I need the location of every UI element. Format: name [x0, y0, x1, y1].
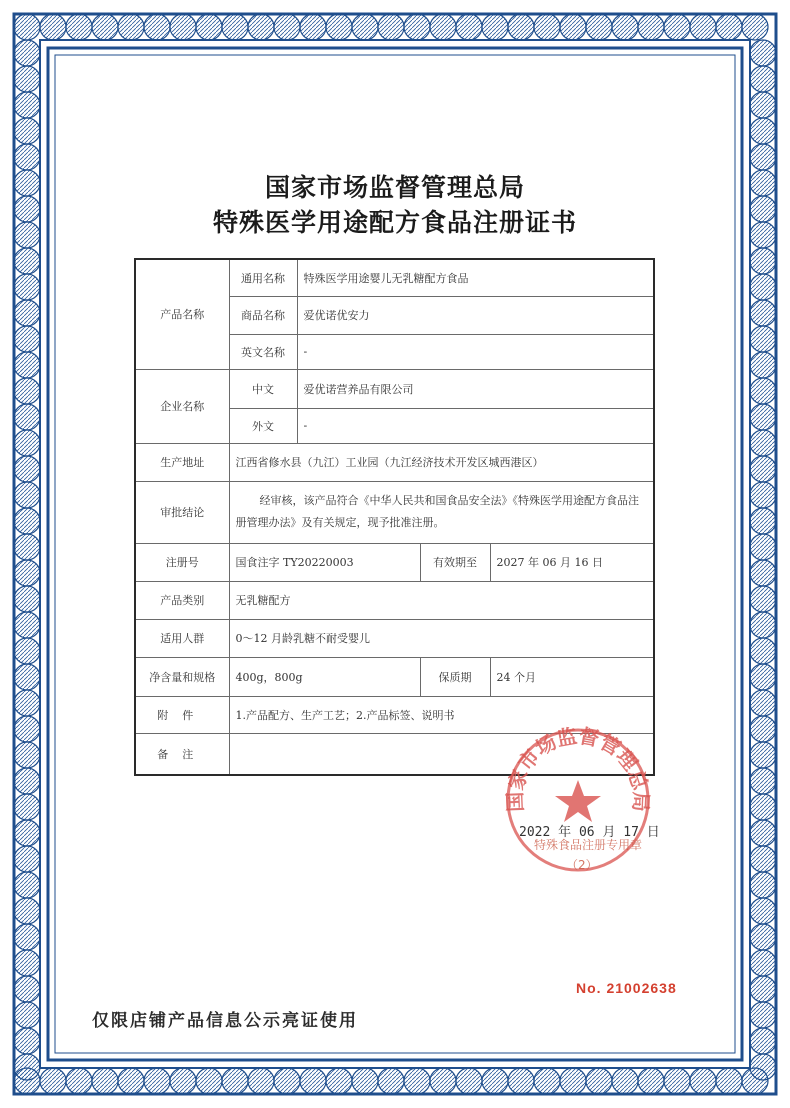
- border-scallop: [14, 274, 40, 300]
- border-scallop: [750, 274, 776, 300]
- border-scallop: [40, 1068, 66, 1094]
- border-scallop: [750, 378, 776, 404]
- seal-chop-text: 特殊食品注册专用章: [534, 838, 643, 852]
- border-scallop: [326, 1068, 352, 1094]
- border-scallop: [14, 638, 40, 664]
- border-scallop: [664, 1068, 690, 1094]
- border-scallop: [118, 14, 144, 40]
- border-scallop: [14, 404, 40, 430]
- border-scallop: [750, 66, 776, 92]
- generic-name-label: 通用名称: [229, 259, 297, 296]
- border-scallop: [352, 14, 378, 40]
- registration-no-label: 注册号: [135, 543, 229, 581]
- border-scallop: [534, 1068, 560, 1094]
- border-scallop: [750, 326, 776, 352]
- border-scallop: [750, 248, 776, 274]
- table-row: [135, 581, 654, 619]
- border-scallop: [750, 404, 776, 430]
- border-scallop: [638, 14, 664, 40]
- border-scallop: [14, 378, 40, 404]
- border-scallop: [378, 1068, 404, 1094]
- border-scallop: [14, 430, 40, 456]
- population-label: 适用人群: [135, 619, 229, 657]
- border-scallop: [14, 456, 40, 482]
- border-scallop: [750, 430, 776, 456]
- border-scallop: [300, 14, 326, 40]
- border-scallop: [586, 14, 612, 40]
- registration-table: [134, 258, 655, 776]
- spec-value: 400g，800g: [229, 657, 420, 696]
- border-scallop: [404, 1068, 430, 1094]
- border-scallop: [482, 1068, 508, 1094]
- border-scallop: [92, 14, 118, 40]
- border-scallop: [750, 118, 776, 144]
- border-scallop: [352, 1068, 378, 1094]
- border-scallop: [14, 118, 40, 144]
- company-foreign-value: -: [297, 408, 654, 443]
- border-scallop: [14, 144, 40, 170]
- border-scallop: [14, 66, 40, 92]
- english-name-label: 英文名称: [229, 334, 297, 369]
- border-scallop: [196, 1068, 222, 1094]
- product-name-label: 产品名称: [135, 259, 229, 369]
- valid-until-label: 有效期至: [420, 543, 490, 581]
- company-cn-value: 爱优诺营养品有限公司: [297, 369, 654, 408]
- brand-name-label: 商品名称: [229, 296, 297, 334]
- border-scallop: [430, 1068, 456, 1094]
- border-scallop: [742, 14, 768, 40]
- border-scallop: [144, 14, 170, 40]
- certificate-title: 特殊医学用途配方食品注册证书: [212, 208, 577, 237]
- border-scallop: [750, 846, 776, 872]
- border-scallop: [750, 456, 776, 482]
- table-row: [135, 443, 654, 481]
- border-scallop: [750, 768, 776, 794]
- border-scallop: [534, 14, 560, 40]
- border-scallop: [14, 768, 40, 794]
- border-scallop: [66, 14, 92, 40]
- border-scallop: [560, 14, 586, 40]
- border-scallop: [14, 534, 40, 560]
- border-scallop: [222, 1068, 248, 1094]
- border-scallop: [14, 794, 40, 820]
- border-scallop: [14, 352, 40, 378]
- border-scallop: [750, 144, 776, 170]
- border-scallop: [196, 14, 222, 40]
- watermark-footer: 仅限店铺产品信息公示亮证使用: [92, 1011, 358, 1031]
- border-scallop: [456, 14, 482, 40]
- border-scallop: [750, 40, 776, 66]
- spec-label: 净含量和规格: [135, 657, 229, 696]
- border-scallop: [14, 40, 40, 66]
- border-scallop: [456, 1068, 482, 1094]
- border-scallop: [750, 976, 776, 1002]
- border-scallop: [248, 14, 274, 40]
- border-scallop: [750, 482, 776, 508]
- table-row: [135, 619, 654, 657]
- valid-until-value: 2027 年 06 月 16 日: [490, 543, 654, 581]
- border-scallop: [750, 716, 776, 742]
- company-cn-label: 中文: [229, 369, 297, 408]
- border-scallop: [274, 1068, 300, 1094]
- conclusion-label: 审批结论: [135, 481, 229, 543]
- border-scallop: [638, 1068, 664, 1094]
- border-scallop: [14, 1054, 40, 1080]
- border-scallop: [750, 638, 776, 664]
- border-scallop: [14, 482, 40, 508]
- border-scallop: [750, 820, 776, 846]
- border-scallop: [750, 690, 776, 716]
- border-scallop: [404, 14, 430, 40]
- border-scallop: [690, 1068, 716, 1094]
- border-scallop: [560, 1068, 586, 1094]
- border-scallop: [750, 924, 776, 950]
- company-foreign-label: 外文: [229, 408, 297, 443]
- border-scallop: [14, 326, 40, 352]
- border-scallop: [14, 586, 40, 612]
- border-scallop: [508, 1068, 534, 1094]
- border-scallop: [690, 14, 716, 40]
- shelf-life-label: 保质期: [420, 657, 490, 696]
- star-icon: [555, 780, 601, 822]
- official-seal: [500, 722, 656, 878]
- border-scallop: [248, 1068, 274, 1094]
- border-scallop: [750, 1054, 776, 1080]
- border-scallop: [14, 898, 40, 924]
- company-label: 企业名称: [135, 369, 229, 443]
- border-scallop: [14, 508, 40, 534]
- border-scallop: [326, 14, 352, 40]
- address-label: 生产地址: [135, 443, 229, 481]
- border-scallop: [378, 14, 404, 40]
- border-scallop: [750, 534, 776, 560]
- border-scallop: [750, 872, 776, 898]
- border-scallop: [14, 690, 40, 716]
- table-row: [135, 369, 654, 408]
- border-scallop: [430, 14, 456, 40]
- address-value: 江西省修水县（九江）工业园（九江经济技术开发区城西港区）: [229, 443, 654, 481]
- border-scallop: [750, 898, 776, 924]
- remarks-label: 备注: [135, 733, 229, 775]
- certificate-number: No. 21002638: [576, 980, 677, 996]
- issue-date: 2022 年 06 月 17 日: [519, 825, 660, 840]
- border-scallop: [612, 14, 638, 40]
- border-scallop: [750, 612, 776, 638]
- border-scallop: [664, 14, 690, 40]
- border-scallop: [14, 92, 40, 118]
- border-scallop: [14, 950, 40, 976]
- border-scallop: [612, 1068, 638, 1094]
- border-scallop: [750, 742, 776, 768]
- border-scallop: [14, 1002, 40, 1028]
- border-scallop: [14, 742, 40, 768]
- border-scallop: [274, 14, 300, 40]
- border-scallop: [66, 1068, 92, 1094]
- border-scallop: [300, 1068, 326, 1094]
- border-scallop: [14, 1028, 40, 1054]
- border-scallop: [750, 92, 776, 118]
- attachment-label: 附件: [135, 696, 229, 733]
- border-scallop: [14, 300, 40, 326]
- border-scallop: [716, 1068, 742, 1094]
- border-scallop: [118, 1068, 144, 1094]
- table-row: [135, 543, 654, 581]
- population-value: 0～12 月龄乳糖不耐受婴儿: [229, 619, 654, 657]
- conclusion-value: 经审核，该产品符合《中华人民共和国食品安全法》《特殊医学用途配方食品注册管理办法》及有关规定，现予批准注册。: [229, 481, 654, 543]
- border-scallop: [750, 794, 776, 820]
- border-scallop: [750, 1028, 776, 1054]
- border-scallop: [14, 248, 40, 274]
- attachment-value: 1.产品配方、生产工艺；2.产品标签、说明书: [229, 696, 654, 733]
- border-scallop: [170, 14, 196, 40]
- border-scallop: [14, 14, 40, 40]
- table-row: [135, 481, 654, 543]
- border-scallop: [144, 1068, 170, 1094]
- border-scallop: [750, 508, 776, 534]
- seal-chop-number: （2）: [566, 858, 598, 872]
- border-scallop: [14, 716, 40, 742]
- border-scallop: [14, 820, 40, 846]
- border-scallop: [170, 1068, 196, 1094]
- border-scallop: [750, 300, 776, 326]
- table-row: [135, 259, 654, 296]
- seal-arc-text: 国家市场监督管理总局: [502, 723, 654, 813]
- border-scallop: [14, 872, 40, 898]
- border-scallop: [14, 560, 40, 586]
- border-scallop: [222, 14, 248, 40]
- border-scallop: [14, 664, 40, 690]
- border-scallop: [508, 14, 534, 40]
- table-row: [135, 657, 654, 696]
- border-scallop: [716, 14, 742, 40]
- border-scallop: [750, 586, 776, 612]
- border-scallop: [482, 14, 508, 40]
- brand-name-value: 爱优诺优安力: [297, 296, 654, 334]
- border-scallop: [750, 950, 776, 976]
- border-scallop: [750, 560, 776, 586]
- border-scallop: [92, 1068, 118, 1094]
- issuer-title: 国家市场监督管理总局: [264, 173, 525, 202]
- category-label: 产品类别: [135, 581, 229, 619]
- registration-no-value: 国食注字 TY20220003: [229, 543, 420, 581]
- border-scallop: [14, 846, 40, 872]
- english-name-value: -: [297, 334, 654, 369]
- shelf-life-value: 24 个月: [490, 657, 654, 696]
- border-scallop: [750, 1002, 776, 1028]
- border-scallop: [14, 612, 40, 638]
- border-scallop: [40, 14, 66, 40]
- border-scallop: [586, 1068, 612, 1094]
- generic-name-value: 特殊医学用途婴儿无乳糖配方食品: [297, 259, 654, 296]
- border-scallop: [750, 664, 776, 690]
- border-scallop: [14, 924, 40, 950]
- border-scallop: [750, 352, 776, 378]
- border-scallop: [14, 976, 40, 1002]
- category-value: 无乳糖配方: [229, 581, 654, 619]
